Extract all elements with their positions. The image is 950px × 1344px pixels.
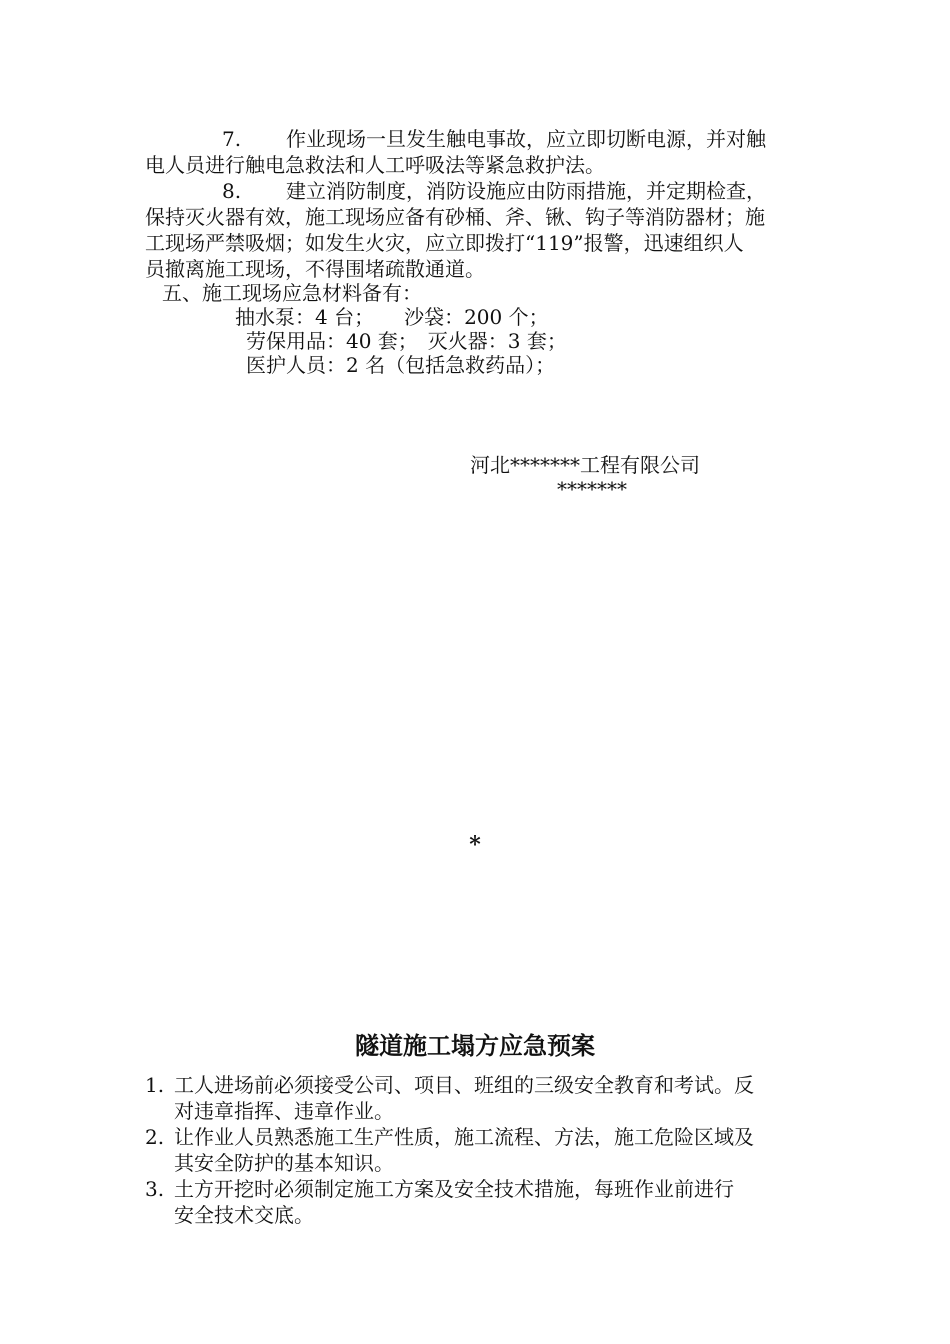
plan-item-3-number: 3. [145, 1177, 165, 1201]
plan-item-1-number: 1. [145, 1073, 165, 1097]
plan-item-3-line-2: 安全技术交底。 [174, 1203, 314, 1227]
item-7-number: 7. [222, 127, 242, 151]
company-name: 河北*******工程有限公司 [470, 453, 700, 477]
item-8-number: 8. [222, 179, 242, 203]
page-separator: * [469, 832, 481, 858]
item-7-text-2: 电人员进行触电急救法和人工呼吸法等紧急救护法。 [145, 153, 605, 177]
section-5-heading: 五、施工现场应急材料备有： [162, 281, 422, 305]
materials-line-1: 抽水泵：4 台； 沙袋：200 个； [235, 305, 549, 329]
item-8-text-4: 员撤离施工现场，不得围堵疏散通道。 [145, 257, 485, 281]
plan-item-3-line-1: 土方开挖时必须制定施工方案及安全技术措施，每班作业前进行 [174, 1177, 734, 1201]
plan-item-1-line-1: 工人进场前必须接受公司、项目、班组的三级安全教育和考试。反 [174, 1073, 754, 1097]
item-7-text-1: 作业现场一旦发生触电事故，应立即切断电源，并对触 [286, 127, 766, 151]
plan-item-2-number: 2. [145, 1125, 165, 1149]
item-7-line-1 [222, 126, 766, 152]
item-8-text-3: 工现场严禁吸烟；如发生火灾，应立即拨打“119”报警，迅速组织人 [145, 231, 744, 255]
item-8-text-1: 建立消防制度，消防设施应由防雨措施，并定期检查， [286, 179, 766, 203]
item-8-line-1 [222, 178, 766, 204]
materials-line-3: 医护人员：2 名（包括急救药品）； [246, 353, 556, 377]
plan-item-2-line-1: 让作业人员熟悉施工生产性质，施工流程、方法，施工危险区域及 [174, 1125, 754, 1149]
item-8-text-2: 保持灭火器有效，施工现场应备有砂桶、斧、锹、钩子等消防器材；施 [145, 205, 765, 229]
plan-title: 隧道施工塌方应急预案 [355, 1031, 595, 1060]
plan-item-1-line-2: 对违章指挥、违章作业。 [174, 1099, 394, 1123]
signature-date: ******* [557, 477, 627, 501]
plan-item-2-line-2: 其安全防护的基本知识。 [174, 1151, 394, 1175]
materials-line-2: 劳保用品：40 套； 灭火器：3 套； [246, 329, 567, 353]
